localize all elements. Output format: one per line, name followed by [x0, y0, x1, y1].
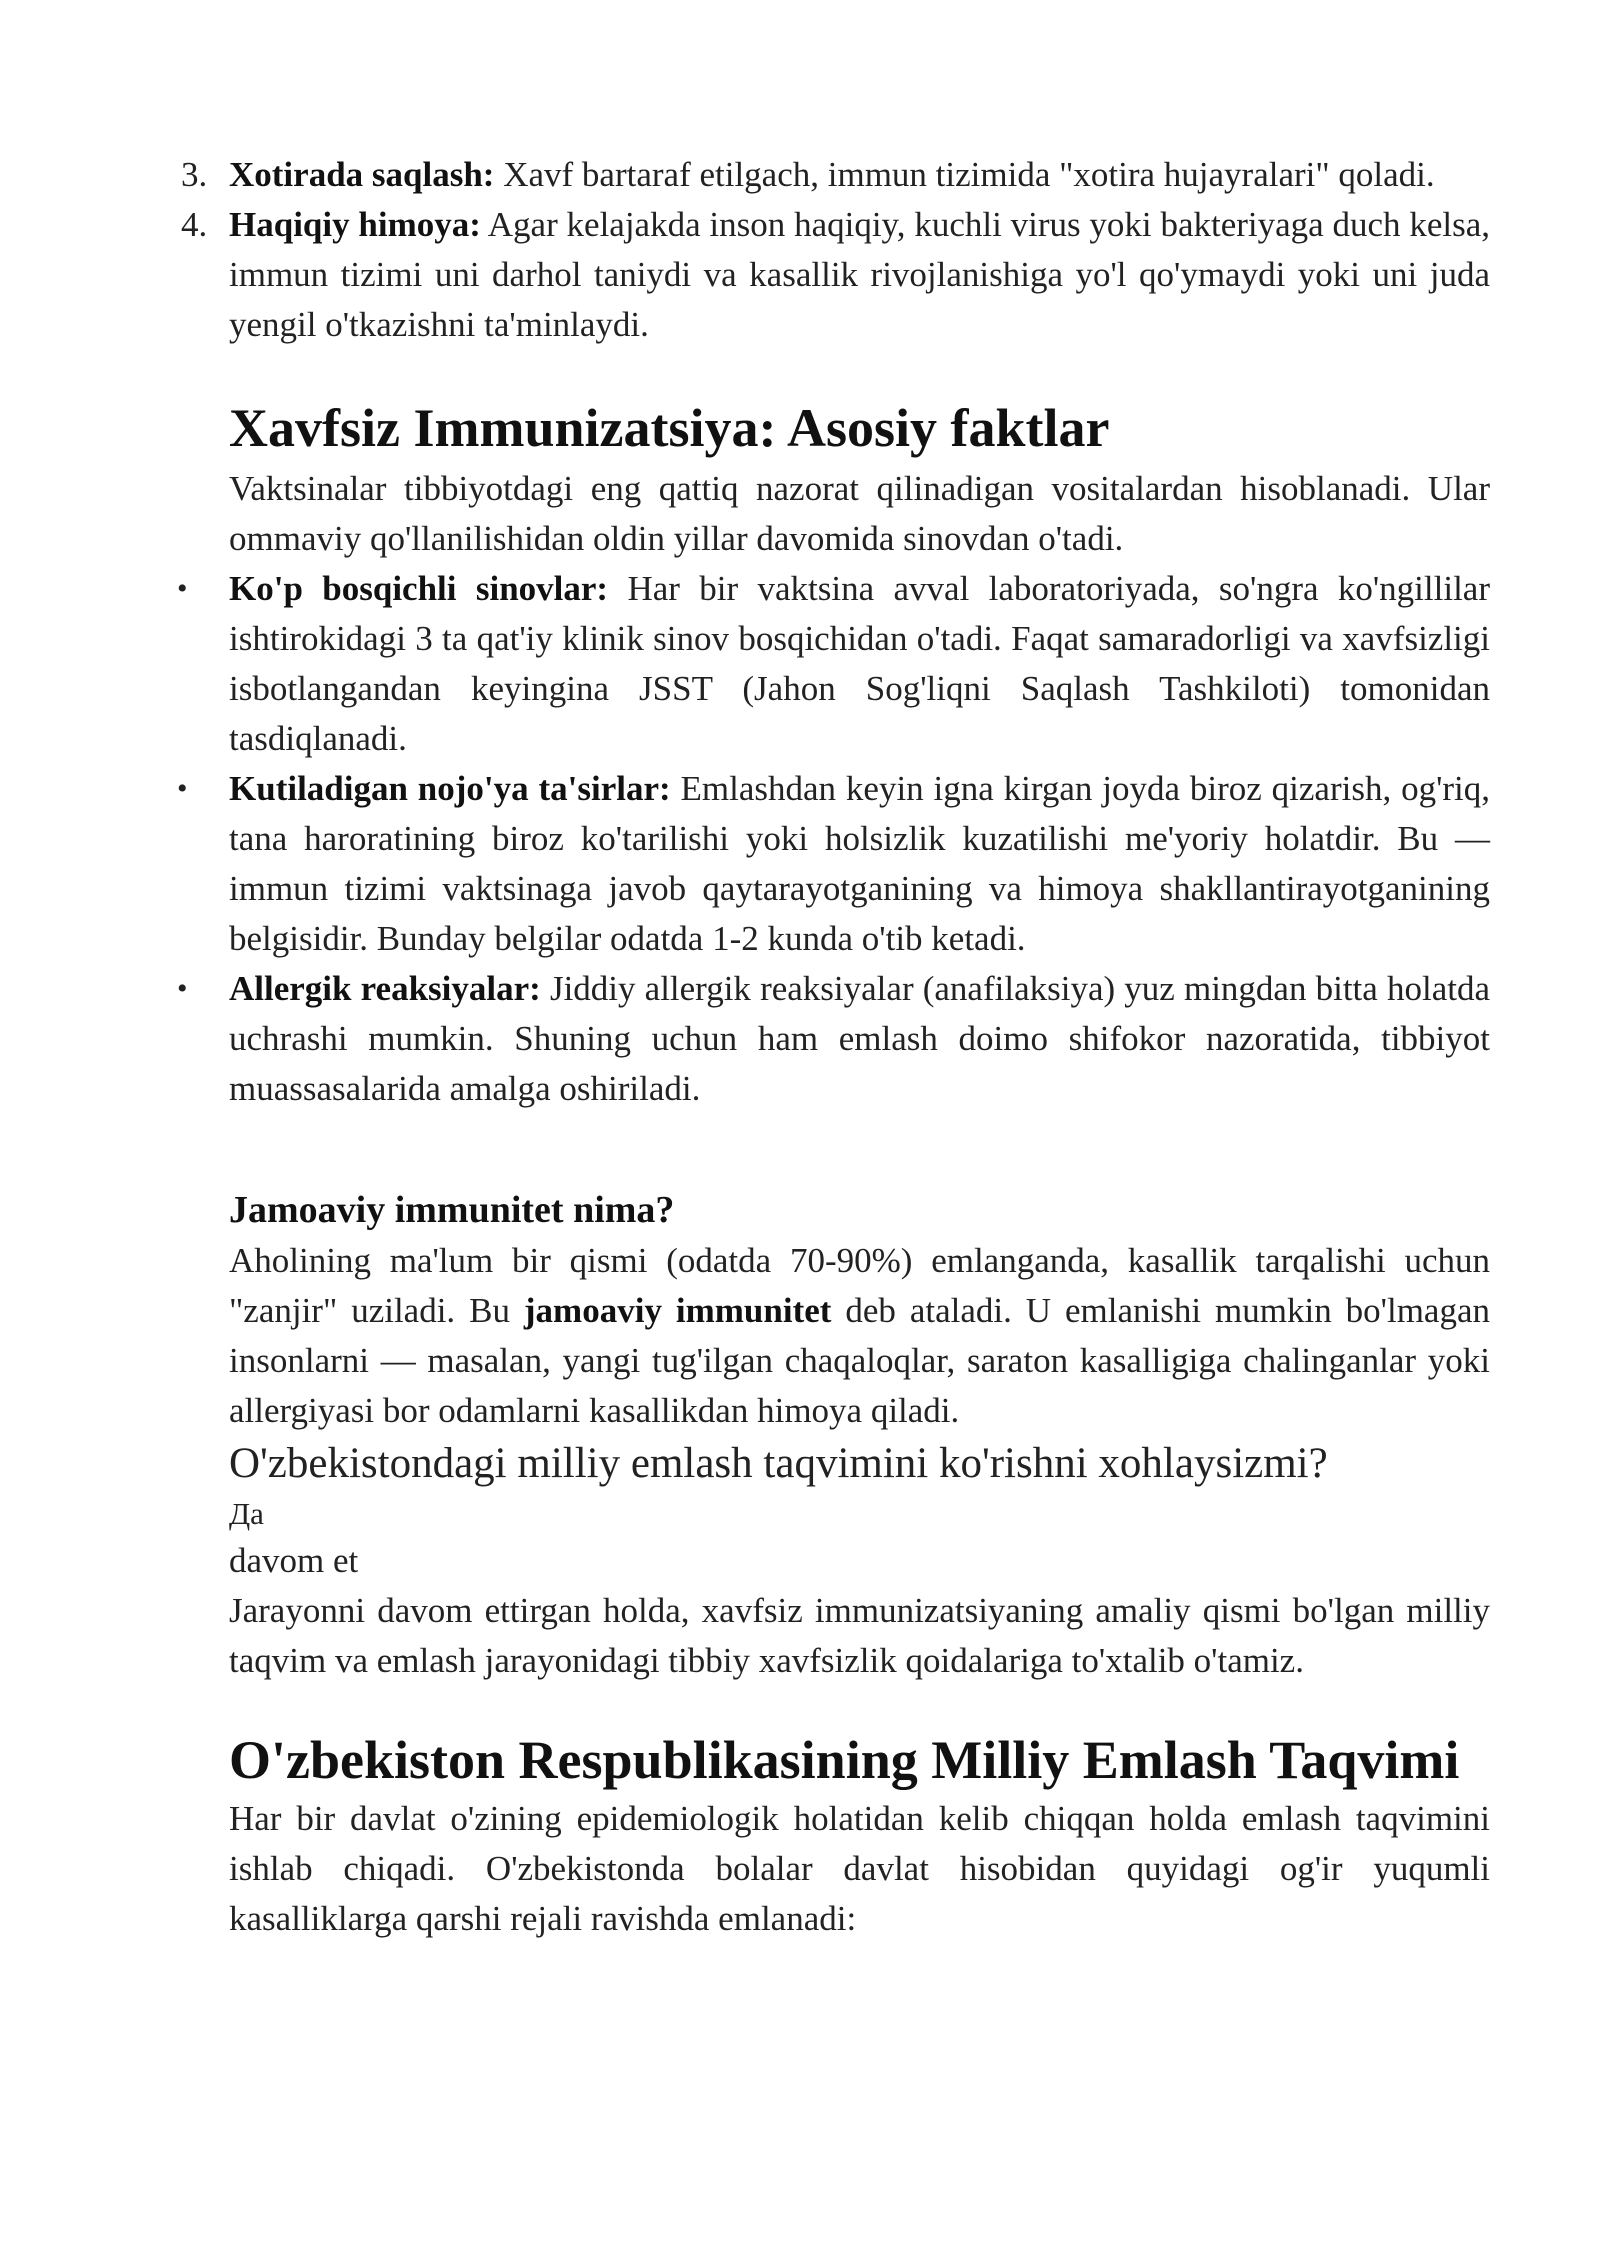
list-item [177, 564, 1490, 764]
section-intro: Har bir davlat o'zining epidemiologik holatidan kelib chiqqan holda emlash taqvimini ishlab chiqadi. O'zbekistonda bolalar davlat hisobidan quyidagi og'ir yuqumli kasalliklarga qarshi rejali ravishda emlanadi: [229, 1799, 1490, 1938]
bullet-icon: • [177, 572, 188, 605]
section-intro: Vaktsinalar tibbiyotdagi eng qattiq nazorat qilinadigan vositalardan hisoblanadi. Ular ommaviy qo'llanilishidan oldin yillar davomida sinovdan o'tadi. [229, 469, 1490, 558]
list-item [177, 964, 1490, 1114]
continuation-paragraph: Jarayonni davom ettirgan holda, xavfsiz immunizatsiyaning amaliy qismi bo'lgan milliy taqvim va emlash jarayonidagi tibbiy xavfsizlik qoidalariga to'xtalib o'tamiz. [229, 1591, 1490, 1680]
list-item-heading: Kutiladigan nojo'ya ta'sirlar: [229, 769, 671, 808]
section-heading-national-calendar: O'zbekiston Respublikasining Milliy Emlash Taqvimi [229, 1730, 1460, 1790]
list-item [181, 200, 1490, 350]
paragraph-text: Aholining ma'lum bir qismi (odatda 70-90%) emlanganda, kasallik tarqalishi uchun "zanjir" uziladi. Bu [229, 1241, 1490, 1330]
list-item-text: Agar kelajakda inson haqiqiy, kuchli virus yoki bakteriyaga duch kelsa, immun tizimi uni darhol taniydi va kasallik rivojlanishiga yo'l qo'ymaydi yoki uni juda yengil o'tkazishni ta'minlaydi. [229, 205, 1490, 344]
list-item-heading: Haqiqiy himoya: [229, 205, 481, 244]
bullet-list [177, 564, 1491, 1114]
bullet-icon: • [177, 972, 188, 1005]
list-item-text: Jiddiy allergik reaksiyalar (anafilaksiya) yuz mingdan bitta holatda uchrashi mumkin. Shuning uchun ham emlash doimo shifokor nazoratida, tibbiyot muassasalarida amalga oshiriladi. [229, 969, 1490, 1108]
list-item [177, 764, 1491, 964]
answer-option-yes: Да [229, 1496, 264, 1531]
paragraph-emphasis: jamoaviy immunitet [523, 1291, 832, 1330]
calendar-question: O'zbekistondagi milliy emlash taqvimini ko'rishni xohlaysizmi? [229, 1440, 1328, 1487]
list-item [181, 150, 1490, 200]
answer-option-continue: davom et [229, 1541, 359, 1580]
list-item-text: Har bir vaktsina avval laboratoriyada, so'ngra ko'ngillilar ishtirokidagi 3 ta qat'iy klinik sinov bosqichidan o'tadi. Faqat samaradorligi va xavfsizligi isbotlangandan keyingina JSST (Jahon Sog'liqni Saqlash Tashkiloti) tomonidan tasdiqlanadi. [229, 569, 1490, 758]
document-content [177, 150, 1491, 1944]
list-item-heading: Ko'p bosqichli sinovlar: [229, 569, 609, 608]
list-number: 3. [181, 155, 208, 194]
list-number: 4. [181, 205, 208, 244]
list-item-text: Xavf bartaraf etilgach, immun tizimida "xotira hujayralari" qoladi. [494, 155, 1435, 194]
section-heading-safe-immunization: Xavfsiz Immunizatsiya: Asosiy faktlar [229, 398, 1110, 458]
list-item-text: Emlashdan keyin igna kirgan joyda biroz qizarish, og'riq, tana haroratining biroz ko'tarilishi yoki holsizlik kuzatilishi me'yoriy holatdir. Bu — immun tizimi vaktsinaga javob qaytarayotganining va himoya shakllantirayotganining belgisidir. Bunday belgilar odatda 1-2 kunda o'tib ketadi. [229, 769, 1491, 958]
list-item-heading: Xotirada saqlash: [229, 155, 495, 194]
herd-immunity-paragraph [229, 1236, 1490, 1436]
paragraph-text: deb ataladi. U emlanishi mumkin bo'lmagan insonlarni — masalan, yangi tug'ilgan chaqaloqlar, saraton kasalligiga chalinganlar yoki allergiyasi bor odamlarni kasallikdan himoya qiladi. [229, 1291, 1490, 1430]
numbered-list [181, 150, 1490, 350]
bullet-icon: • [177, 772, 188, 805]
section-heading-herd-immunity: Jamoaviy immunitet nima? [229, 1189, 675, 1231]
list-item-heading: Allergik reaksiyalar: [229, 969, 541, 1008]
